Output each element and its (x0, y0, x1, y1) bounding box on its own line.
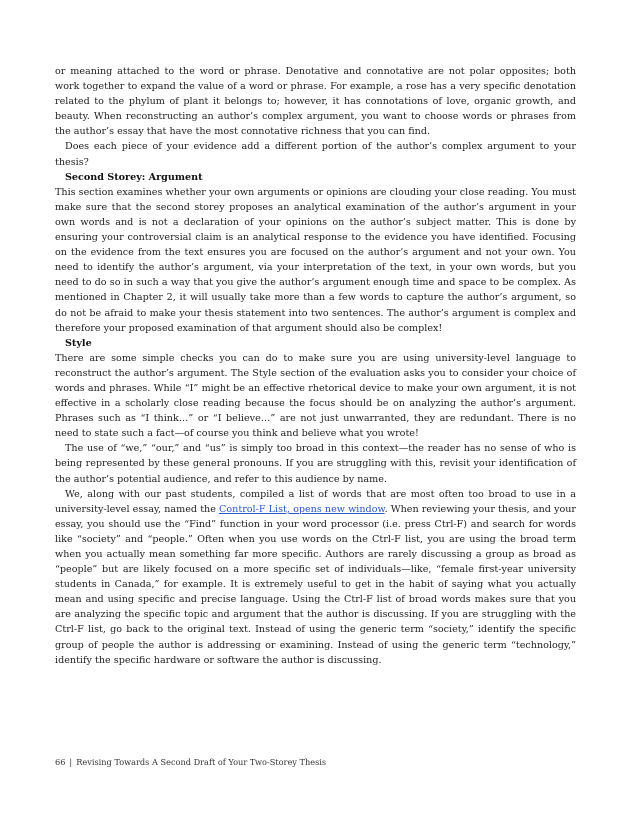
paragraph-ctrl-f-start: We, along with our past students, compiled a list of words that are most often too broad to use in a university-level essay, named the (55, 488, 576, 515)
control-f-list-link[interactable]: Control-F List, opens new window (219, 503, 385, 515)
paragraph-pronouns: The use of “we,” “our,” and “us” is simply too broad in this context—the reader has no sense of who is being represented by these general pronouns. If you are struggling with this, revisit your identification of the author’s potential audience, and refer to this audience by name. (55, 443, 576, 485)
page-footer (55, 756, 326, 768)
paragraph-ctrl-f (55, 487, 576, 668)
heading-style: Style (65, 337, 92, 349)
paragraph-style: There are some simple checks you can do to make sure you are using university-level language to reconstruct the author’s argument. The Style section of the evaluation asks you to consider your choice of words and phrases. While “I” might be an effective rhetorical device to make your own argument, it is not effective in a scholarly close reading because the focus should be on analyzing the author’s argument. Phrases such as “I think…” or “I believe…” are not just unwarranted, they are redundant. There is no need to state such a fact—of course you think and believe what you wrote! (55, 352, 576, 440)
running-title: Revising Towards A Second Draft of Your Two-Storey Thesis (76, 757, 327, 767)
paragraph-second-storey: This section examines whether your own arguments or opinions are clouding your close reading. You must make sure that the second storey proposes an analytical examination of the author’s argument in your own words and is not a declaration of your opinions on the author’s subject matter. This is done by ensuring your controversial claim is an analytical response to the evidence you have identified. Focusing on the evidence from the text ensures you are focused on the author’s argument and not your own. You need to identify the author’s argument, via your interpretation of the text, in your own words, but you need to do so in such a way that you give the author’s argument enough time and space to be complex. As mentioned in Chapter 2, it will usually take more than a few words to capture the author’s argument, so do not be afraid to make your thesis statement into two sentences. The author’s argument is complex and therefore your proposed examination of that argument should also be complex! (55, 186, 576, 334)
heading-second-storey: Second Storey: Argument (65, 171, 203, 183)
page-body (55, 64, 576, 668)
paragraph-evidence-question: Does each piece of your evidence add a different portion of the author’s complex argument to your thesis? (55, 141, 576, 168)
page-number: 66 (55, 757, 66, 767)
paragraph-denotation: or meaning attached to the word or phrase. Denotative and connotative are not polar opposites; both work together to expand the value of a word or phrase. For example, a rose has a very specific denotation related to the phylum of plant it belongs to; however, it has connotations of love, organic growth, and beauty. When reconstructing an author’s complex argument, you want to choose words or phrases from the author’s essay that have the most connotative richness that you can find. (55, 66, 576, 138)
footer-separator: | (69, 757, 73, 767)
paragraph-ctrl-f-rest: . When reviewing your thesis, and your essay, you should use the “Find” function in your word processor (i.e. press Ctrl-F) and search for words like “society” and “people.” Often when you use words on the Ctrl-F list, you are using the broad term when you actually mean something far more specific. Authors are rarely discussing a group as broad as “people” but are likely focused on a more specific set of individuals—like, “female first-year university students in Canada,” for example. It is extremely useful to get in the habit of saying what you actually mean and using specific and precise language. Using the Ctrl-F list of broad words makes sure that you are analyzing the specific topic and argument that the author is discussing. If you are struggling with the Ctrl-F list, go back to the original text. Instead of using the generic term “society,” identify the specific group of people the author is addressing or examining. Instead of using the generic term “technology,” identify the specific hardware or software the author is discussing. (55, 503, 576, 666)
